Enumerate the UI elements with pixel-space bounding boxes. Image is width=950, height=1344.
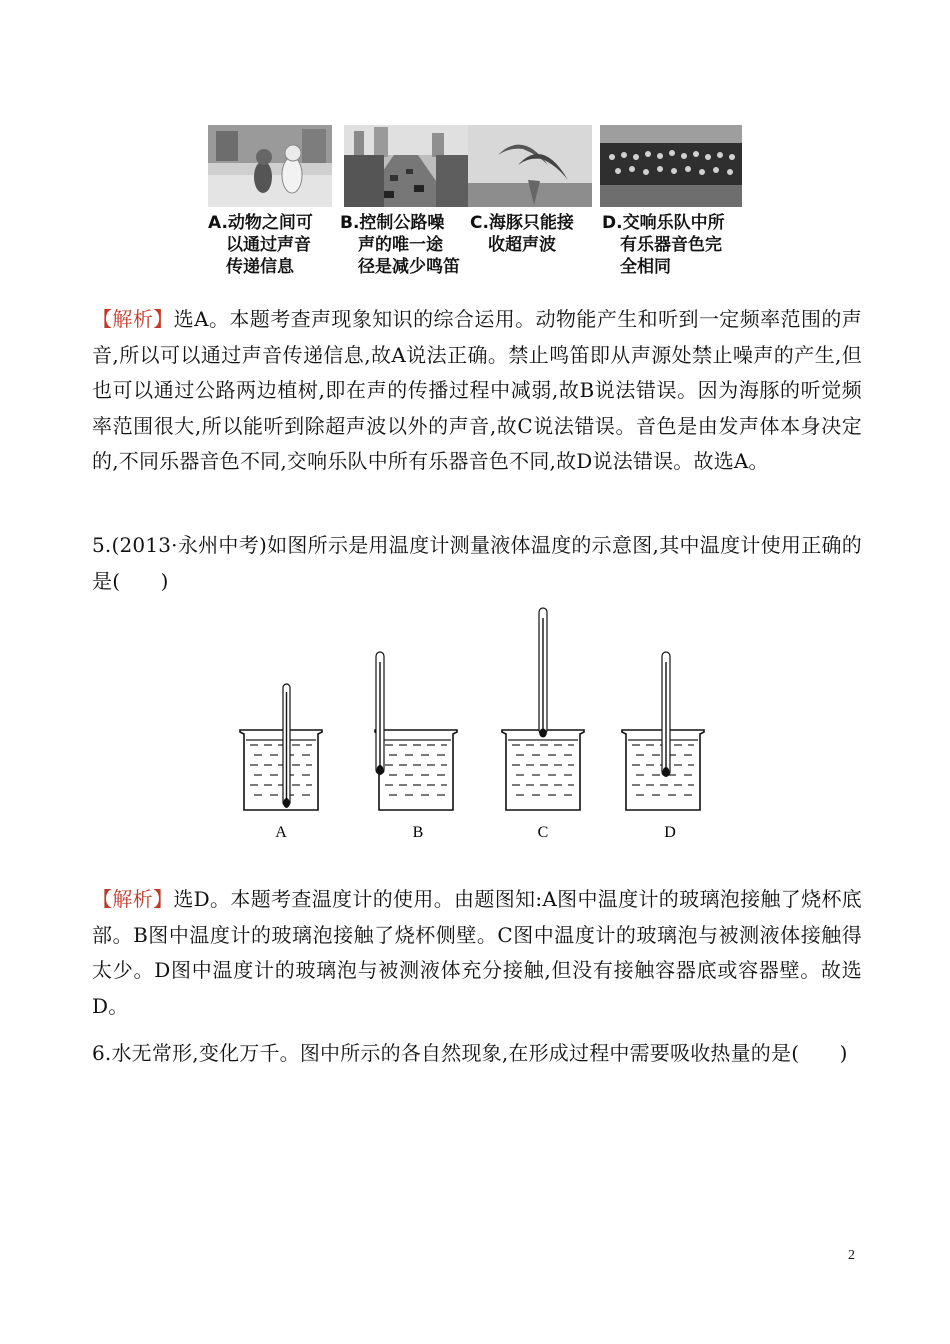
question-text: 6.水无常形,变化万千。图中所示的各自然现象,在形成过程中需要吸收热量的是( ) [92,1041,848,1065]
analysis-text: 选A。本题考查声现象知识的综合运用。动物能产生和听到一定频率范围的声音,所以可以通过声音传递信息,故A说法正确。禁止鸣笛即从声源处禁止噪声的产生,但也可以通过公路两边植树,即在声的传播过程中减弱,故B说法错误。因为海豚的听觉频率范围很大,所以能听到除超声波以外的声音,故C说法错误。音色是由发声体本身决定的,不同乐器音色不同,交响乐队中所有乐器音色不同,故D说法错误。故选A。 [92,307,862,473]
page-number: 2 [848,1248,855,1263]
label-c: C [537,824,549,841]
label-a: A [275,824,287,841]
caption-line: A.动物之间可 [208,213,313,233]
caption-line: 声的唯一途 [358,235,443,255]
caption-line: 收超声波 [488,235,556,255]
analysis-paragraph-2 [92,882,862,1024]
question-6 [92,1036,862,1072]
caption-line: B.控制公路噪 [340,213,445,233]
beaker-b [375,652,457,810]
label-b: B [412,824,424,841]
caption-b [340,212,460,278]
beaker-c [502,608,584,810]
photo-cats [208,125,332,207]
photo-orchestra [600,125,742,207]
caption-line: D.交响乐队中所 [602,213,725,233]
beaker-a [240,684,322,810]
question-5 [92,528,862,599]
caption-c [470,212,574,256]
question-text: 5.(2013·永州中考)如图所示是用温度计测量液体温度的示意图,其中温度计使用正确的是( ) [92,533,862,593]
analysis-tag: 【解析】 [92,887,174,911]
beaker-d [622,652,704,810]
caption-line: 以通过声音 [226,235,311,255]
photo-dolphins [468,125,592,207]
thermometer-figure [230,600,710,850]
analysis-text: 选D。本题考查温度计的使用。由题图知:A图中温度计的玻璃泡接触了烧杯底部。B图中温度计的玻璃泡接触了烧杯侧壁。C图中温度计的玻璃泡与被测液体接触得太少。D图中温度计的玻璃泡与被测液体充分接触,但没有接触容器底或容器壁。故选D。 [92,887,862,1018]
caption-line: 径是减少鸣笛 [358,257,460,277]
caption-a [208,212,313,278]
caption-line: C.海豚只能接 [470,213,574,233]
caption-d [602,212,725,278]
caption-line: 传递信息 [226,257,294,277]
photo-highway [344,125,468,207]
caption-line: 全相同 [620,257,671,277]
label-d: D [664,824,676,841]
caption-line: 有乐器音色完 [620,235,722,255]
photo-options [208,125,748,285]
analysis-tag: 【解析】 [92,307,174,331]
analysis-paragraph-1 [92,302,862,480]
